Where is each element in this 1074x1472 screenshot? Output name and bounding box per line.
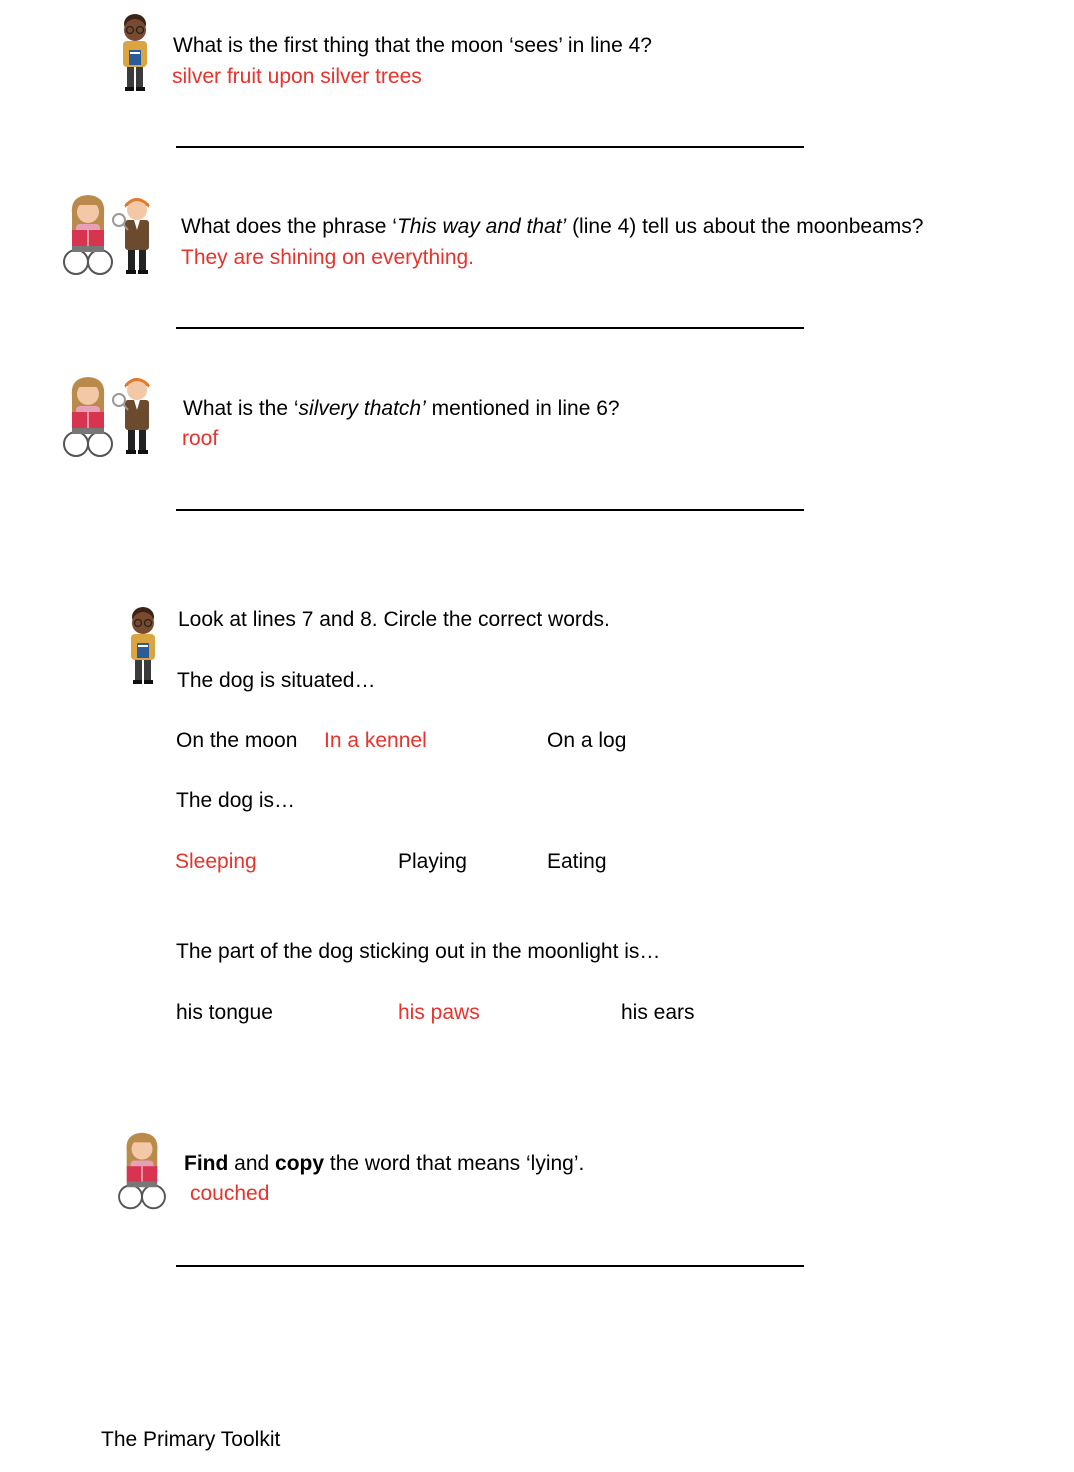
question-3-text: What is the ‘silvery thatch’ mentioned in line 6? [183,397,620,420]
footer-brand: The Primary Toolkit [101,1428,281,1451]
part-3-prompt: The part of the dog sticking out in the moonlight is… [176,940,661,963]
part-1-option-2: In a kennel [324,729,427,752]
question-2-answer: They are shining on everything. [181,246,475,269]
answer-line-2 [176,327,804,329]
detective-with-magnifier-icon [110,368,162,460]
part-2-option-1: Sleeping [175,850,257,873]
question-3-answer: roof [182,427,219,450]
question-1-answer: silver fruit upon silver trees [172,65,422,88]
question-5-answer: couched [190,1182,270,1205]
part-3-option-3: his ears [621,1001,695,1024]
part-3-option-2: his paws [398,1001,480,1024]
part-1-option-3: On a log [547,729,627,752]
part-3-option-1: his tongue [176,1001,273,1024]
question-1-text: What is the first thing that the moon ‘sees’ in line 4? [173,34,652,57]
part-2-option-3: Eating [547,850,607,873]
part-2-prompt: The dog is… [176,789,296,812]
part-1-prompt: The dog is situated… [177,669,376,692]
question-5-text: Find and copy the word that means ‘lying’. [184,1152,585,1175]
boy-with-book-icon [118,603,168,693]
girl-in-wheelchair-icon [62,372,114,462]
answer-line-5 [176,1265,804,1267]
detective-with-magnifier-icon [110,188,162,280]
part-2-option-2: Playing [398,850,467,873]
answer-line-1 [176,146,804,148]
question-2-text: What does the phrase ‘This way and that’ (line 4) tell us about the moonbeams? [181,215,924,238]
boy-with-book-icon [110,10,160,100]
part-1-option-1: On the moon [176,729,298,752]
question-4-instruction: Look at lines 7 and 8. Circle the correct words. [178,608,610,631]
answer-line-3 [176,509,804,511]
girl-in-wheelchair-icon [62,190,114,280]
girl-in-wheelchair-icon [116,1128,168,1214]
